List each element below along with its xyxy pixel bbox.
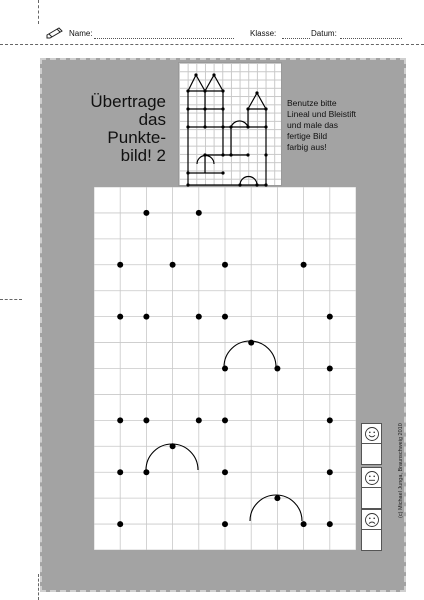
template-picture [178,62,282,186]
name-label: Name: [69,29,93,38]
grid-dot [327,314,333,320]
grid-dot [327,417,333,423]
grid-dot [222,366,228,372]
left-fold-line [38,0,39,24]
instruction-line: Lineal und Bleistift [287,109,356,119]
rating-box-sad[interactable] [361,509,382,551]
grid-dot [170,443,176,449]
title-line: bild! 2 [120,146,166,165]
name-field[interactable] [94,38,234,39]
top-cut-line [0,44,424,45]
grid-dot [196,210,202,216]
instruction-line: fertige Bild [287,131,328,141]
grid-dot [143,210,149,216]
grid-dot [143,417,149,423]
grid-dot [327,469,333,475]
grid-dot [222,417,228,423]
date-field[interactable] [340,38,402,39]
happy-face-icon [364,426,380,442]
grid-dot [117,521,123,527]
class-label: Klasse: [250,29,277,38]
neutral-face-icon [364,470,380,486]
grid-dot [117,417,123,423]
grid-dot [196,417,202,423]
instruction-line: und male das [287,120,339,130]
title-line: das [138,110,166,129]
grid-dot [327,366,333,372]
grid-dot [274,366,280,372]
left-fold-line [38,574,39,600]
pencil-icon [46,26,64,44]
title-line: Punkte- [107,128,166,147]
grid-dot [301,521,307,527]
rating-box-neutral[interactable] [361,467,382,509]
grid-dot [117,262,123,268]
grid-dot [222,469,228,475]
instruction-line: Benutze bitte [287,98,337,108]
instruction-line: farbig aus! [287,142,327,152]
grid-dot [248,340,254,346]
sad-face-icon [364,512,380,528]
grid-dot [274,495,280,501]
title-line: Übertrage [90,92,166,111]
grid-dot [117,314,123,320]
grid-dot [327,521,333,527]
rating-box-happy[interactable] [361,423,382,465]
grid-dot [196,314,202,320]
grid-dot [222,262,228,268]
copyright-text: (c) Michael Junga, Braunschweig 2010 [398,423,404,518]
grid-dot [222,521,228,527]
grid-dot [143,469,149,475]
dot-grid[interactable] [94,187,356,550]
grid-dot [170,262,176,268]
grid-dot [143,314,149,320]
date-label: Datum: [311,29,337,38]
class-field[interactable] [282,38,310,39]
punch-mark [0,299,22,300]
grid-dot [301,262,307,268]
grid-dot [117,469,123,475]
grid-dot [222,314,228,320]
